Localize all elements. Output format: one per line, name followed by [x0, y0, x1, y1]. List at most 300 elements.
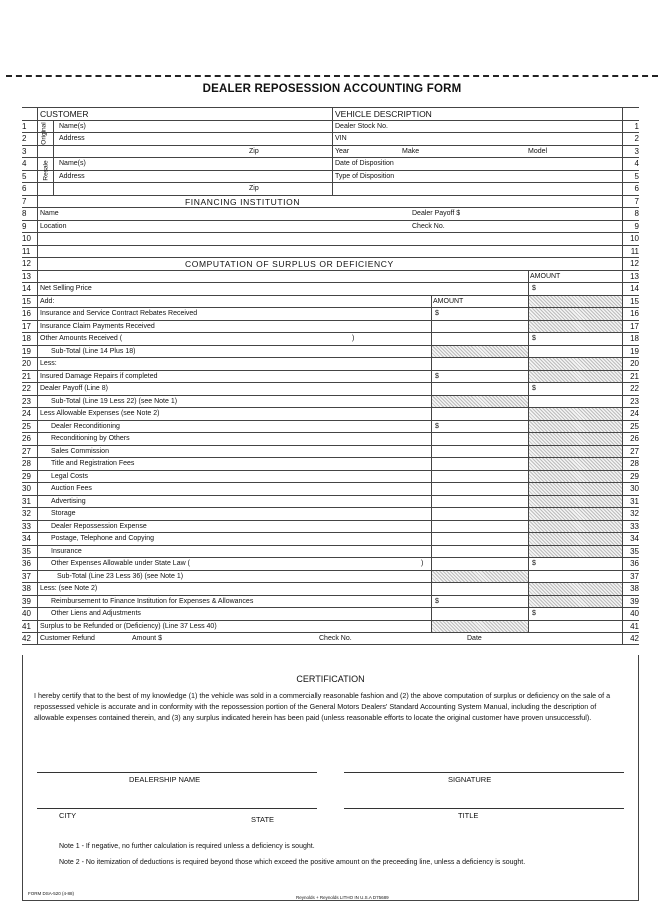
line-28-label: Title and Registration Fees: [51, 460, 135, 467]
dollar-14: $: [532, 285, 536, 292]
line-number-left: 27: [22, 446, 31, 456]
line-number-right: 22: [630, 384, 639, 393]
column-divider: [622, 633, 623, 644]
line-number-right: 1: [634, 121, 639, 131]
form-line: [22, 307, 639, 320]
line-number-right: 36: [630, 559, 639, 568]
hatched-total-cell: [529, 546, 622, 558]
form-line: [22, 282, 639, 295]
title-line[interactable]: [344, 808, 624, 809]
column-divider: [528, 508, 529, 520]
line-number-right: 5: [634, 171, 639, 181]
column-divider: [37, 596, 38, 608]
hatched-total-cell: [529, 496, 622, 508]
resale-address-label: Address: [59, 172, 85, 180]
dealer-payoff-label: Dealer Payoff $: [412, 210, 461, 217]
hatched-total-cell: [529, 458, 622, 470]
line-number-left: 15: [22, 296, 31, 306]
hatched-amount-cell: [432, 396, 528, 408]
hatched-total-cell: [529, 521, 622, 533]
line-number-right: 17: [630, 321, 639, 331]
dealer-stock-label: Dealer Stock No.: [335, 122, 388, 130]
column-divider: [431, 346, 432, 358]
form-line: [22, 632, 639, 645]
line-32-label: Storage: [51, 510, 76, 517]
line-42-label: Customer Refund: [40, 635, 95, 642]
column-divider: [622, 258, 623, 270]
line-number-right: 32: [630, 509, 639, 518]
make-label: Make: [402, 147, 420, 155]
hatched-total-cell: [529, 596, 622, 608]
form-line: [22, 570, 639, 583]
form-title: DEALER REPOSESSION ACCOUNTING FORM: [202, 83, 462, 95]
resale-names-label: Name(s): [59, 160, 86, 167]
line-17-label: Insurance Claim Payments Received: [40, 322, 155, 330]
column-divider: [622, 483, 623, 495]
form-line: [22, 407, 639, 420]
column-divider: [37, 433, 38, 445]
column-divider: [37, 383, 38, 395]
column-divider: [528, 333, 529, 345]
column-divider: [37, 496, 38, 508]
column-divider: [37, 233, 38, 245]
form-line: [22, 457, 639, 470]
line-number-right: 28: [630, 459, 639, 468]
column-divider: [431, 396, 432, 408]
line-number-right: 26: [630, 434, 639, 443]
certification-text: I hereby certify that to the best of my knowledge (1) the vehicle was sold in a commercially reasonable fashion and (2) the above computation of surplus or deficiency on the sale of a repossessed vehicle is accurate and in conformity with the repossession portion of the General Motors Dealers' Standard Accounting System Manual, including the description of allowable expenses contained therein, and (3) any surplus indicated herein has been paid (unless reasonable efforts to locate the original customer have proven unsuccessful).: [34, 691, 611, 723]
line-41-label: Surplus to be Refunded or (Deficiency) (Line 37 Less 40): [40, 622, 217, 630]
line-number-left: 42: [22, 634, 31, 643]
hatched-total-cell: [529, 446, 622, 458]
line-number-left: 32: [22, 509, 31, 518]
line-number-right: 29: [630, 471, 639, 481]
column-divider: [622, 246, 623, 258]
form-line: [22, 370, 639, 383]
line-number-left: 10: [22, 234, 31, 243]
column-divider: [622, 446, 623, 458]
column-divider: [37, 146, 38, 158]
column-divider: [37, 208, 38, 220]
form-line: [22, 557, 639, 570]
column-divider: [37, 121, 38, 133]
column-divider: [528, 496, 529, 508]
column-divider: [332, 121, 333, 133]
customer-header: CUSTOMER: [40, 109, 89, 119]
line-number-right: 4: [634, 159, 639, 168]
line-number-right: 34: [630, 534, 639, 543]
hatched-amount-cell: [432, 571, 528, 583]
column-divider: [37, 108, 38, 120]
form-line: [22, 482, 639, 495]
column-divider: [528, 433, 529, 445]
line-number-right: 35: [630, 546, 639, 556]
column-divider: [622, 396, 623, 408]
column-divider: [622, 558, 623, 570]
line-number-right: 37: [630, 571, 639, 581]
column-divider: [37, 221, 38, 233]
column-divider: [622, 596, 623, 608]
form-line: [22, 382, 639, 395]
hatched-total-cell: [529, 483, 622, 495]
column-divider: [622, 321, 623, 333]
column-divider: [37, 283, 38, 295]
hatched-total-cell: [529, 583, 622, 595]
line-number-right: 27: [630, 446, 639, 456]
line-25-label: Dealer Reconditioning: [51, 422, 120, 430]
line-30-label: Auction Fees: [51, 485, 92, 492]
hatched-total-cell: [529, 371, 622, 383]
tear-line: [6, 75, 658, 77]
form-line: [22, 607, 639, 620]
refund-date-label: Date: [467, 635, 482, 642]
dollar-39: $: [435, 597, 439, 605]
form-line: [22, 357, 639, 370]
accounting-form-grid: [22, 107, 639, 645]
column-divider: [37, 258, 38, 270]
column-divider: [622, 433, 623, 445]
line-number-right: 19: [630, 346, 639, 356]
column-divider: [528, 546, 529, 558]
form-line: [22, 345, 639, 358]
line-number-right: 40: [630, 609, 639, 618]
line-number-right: 12: [630, 259, 639, 268]
line-number-left: 19: [22, 346, 31, 356]
line-number-left: 29: [22, 471, 31, 481]
column-divider: [622, 546, 623, 558]
line-number-right: 24: [630, 409, 639, 418]
column-divider: [37, 246, 38, 258]
column-divider: [332, 133, 333, 145]
line-34-label: Postage, Telephone and Copying: [51, 535, 155, 542]
hatched-total-cell: [529, 421, 622, 433]
column-divider: [37, 296, 38, 308]
form-line: [22, 195, 639, 208]
column-divider: [37, 171, 38, 183]
column-divider: [622, 233, 623, 245]
line-number-left: 21: [22, 371, 31, 381]
column-divider: [622, 608, 623, 620]
line-22-label: Dealer Payoff (Line 8): [40, 385, 108, 392]
column-divider: [528, 321, 529, 333]
column-divider: [431, 596, 432, 608]
form-line: [22, 595, 639, 608]
line-number-left: 5: [22, 171, 27, 181]
line-36-label: Other Expenses Allowable under State Law (: [51, 560, 190, 567]
form-line: [22, 170, 639, 183]
printer-credit: Reynolds + Reynolds LITHO IN U.S.A D75689: [296, 895, 389, 900]
line-number-left: 12: [22, 259, 31, 268]
title-label: TITLE: [458, 811, 479, 820]
note-2: Note 2 - No itemization of deductions is required beyond those which exceed the positive amount on the preceeding line, unless a deficiency is sought.: [59, 859, 526, 866]
column-divider: [37, 446, 38, 458]
city-state-line[interactable]: [37, 808, 317, 809]
column-divider: [332, 146, 333, 158]
form-line: [22, 432, 639, 445]
form-line: [22, 320, 639, 333]
column-divider: [332, 171, 333, 183]
date-disposition-label: Date of Disposition: [335, 160, 394, 167]
column-divider: [622, 458, 623, 470]
column-divider: [528, 271, 529, 283]
column-divider: [37, 521, 38, 533]
column-divider: [622, 271, 623, 283]
form-line: [22, 295, 639, 308]
line-number-left: 24: [22, 409, 31, 418]
column-divider: [37, 321, 38, 333]
line-24-label: Less Allowable Expenses (see Note 2): [40, 410, 160, 417]
column-divider: [37, 396, 38, 408]
line-number-right: 21: [630, 371, 639, 381]
column-divider: [528, 308, 529, 320]
line-33-label: Dealer Repossession Expense: [51, 522, 147, 530]
line-38-label: Less: (see Note 2): [40, 585, 98, 592]
line-14-label: Net Selling Price: [40, 285, 92, 292]
column-divider: [622, 508, 623, 520]
form-line: [22, 182, 639, 195]
column-divider: [528, 383, 529, 395]
column-divider: [622, 196, 623, 208]
line-number-right: 42: [630, 634, 639, 643]
line-number-right: 3: [634, 146, 639, 156]
column-divider: [37, 358, 38, 370]
line-number-right: 33: [630, 521, 639, 531]
address-label: Address: [59, 135, 85, 142]
column-divider: [622, 146, 623, 158]
dollar-21: $: [435, 372, 439, 380]
hatched-total-cell: [529, 533, 622, 545]
column-divider: [622, 108, 623, 120]
line-number-right: 20: [630, 359, 639, 368]
form-line: [22, 507, 639, 520]
line-number-left: 18: [22, 334, 31, 343]
column-divider: [431, 458, 432, 470]
line-number-left: 39: [22, 596, 31, 606]
line-number-left: 37: [22, 571, 31, 581]
dollar-25: $: [435, 422, 439, 430]
column-divider: [622, 296, 623, 308]
dollar-16: $: [435, 310, 439, 317]
year-label: Year: [335, 147, 350, 155]
column-divider: [622, 158, 623, 170]
column-divider: [37, 471, 38, 483]
refund-check-label: Check No.: [319, 635, 352, 642]
line-number-left: 22: [22, 384, 31, 393]
column-divider: [431, 533, 432, 545]
line-26-label: Reconditioning by Others: [51, 435, 130, 442]
line-16-label: Insurance and Service Contract Rebates Received: [40, 310, 198, 317]
form-line: [22, 107, 639, 120]
resale-vertical-label: Resale: [42, 160, 50, 181]
form-line: [22, 420, 639, 433]
form-line: [22, 445, 639, 458]
column-divider: [37, 371, 38, 383]
line-27-label: Sales Commission: [51, 447, 109, 455]
column-divider: [622, 383, 623, 395]
paren-36: ): [421, 560, 424, 567]
line-number-left: 7: [22, 196, 27, 206]
column-divider: [37, 196, 38, 208]
line-number-right: 16: [630, 309, 639, 318]
line-number-left: 2: [22, 134, 27, 143]
column-divider: [431, 471, 432, 483]
line-37-label: Sub-Total (Line 23 Less 36) (see Note 1): [57, 572, 184, 580]
column-divider: [528, 296, 529, 308]
signature-line[interactable]: [344, 772, 624, 773]
column-divider: [431, 621, 432, 633]
line-number-left: 4: [22, 159, 27, 168]
line-number-left: 6: [22, 184, 27, 193]
column-divider: [431, 571, 432, 583]
line-number-left: 16: [22, 309, 31, 318]
dealership-name-line[interactable]: [37, 772, 317, 773]
column-divider: [37, 533, 38, 545]
line-number-left: 40: [22, 609, 31, 618]
line-number-left: 33: [22, 521, 31, 531]
form-line: [22, 257, 639, 270]
line-number-left: 30: [22, 484, 31, 493]
column-divider: [332, 183, 333, 195]
column-divider: [53, 171, 54, 183]
column-divider: [37, 133, 38, 145]
column-divider: [528, 621, 529, 633]
column-divider: [431, 546, 432, 558]
dollar-40: $: [532, 610, 536, 617]
hatched-total-cell: [529, 471, 622, 483]
line-number-right: 13: [630, 271, 639, 281]
column-divider: [431, 583, 432, 595]
line-number-right: 8: [634, 209, 639, 218]
form-line: [22, 332, 639, 345]
hatched-total-cell: [529, 308, 622, 320]
line-number-left: 14: [22, 284, 31, 293]
column-divider: [528, 608, 529, 620]
hatched-amount-cell: [432, 621, 528, 633]
line-number-right: 25: [630, 421, 639, 431]
dollar-18: $: [532, 335, 536, 342]
line-number-left: 9: [22, 221, 27, 231]
line-number-left: 23: [22, 396, 31, 406]
resale-zip-label: Zip: [249, 185, 259, 192]
column-divider: [431, 558, 432, 570]
form-line: [22, 157, 639, 170]
column-divider: [431, 296, 432, 308]
names-label: Name(s): [59, 122, 86, 130]
line-number-left: 3: [22, 146, 27, 156]
state-label: STATE: [251, 815, 275, 824]
column-divider: [622, 183, 623, 195]
column-divider: [53, 183, 54, 195]
line-21-label: Insured Damage Repairs if completed: [40, 372, 158, 380]
amount-header-total: AMOUNT: [530, 272, 561, 280]
line-29-label: Legal Costs: [51, 472, 88, 480]
line-40-label: Other Liens and Adjustments: [51, 610, 141, 617]
column-divider: [37, 408, 38, 420]
line-number-left: 41: [22, 621, 31, 631]
column-divider: [528, 571, 529, 583]
model-label: Model: [528, 147, 548, 155]
column-divider: [37, 158, 38, 170]
line-number-left: 34: [22, 534, 31, 543]
city-label: CITY: [59, 811, 77, 820]
refund-amount-label: Amount $: [132, 635, 162, 642]
form-line: [22, 270, 639, 283]
column-divider: [528, 483, 529, 495]
column-divider: [622, 496, 623, 508]
column-divider: [37, 546, 38, 558]
column-divider: [37, 483, 38, 495]
column-divider: [528, 346, 529, 358]
form-line: [22, 582, 639, 595]
column-divider: [37, 583, 38, 595]
form-line: [22, 545, 639, 558]
line-number-right: 39: [630, 596, 639, 606]
dealership-name-label: DEALERSHIP NAME: [129, 775, 201, 784]
form-line: [22, 220, 639, 233]
line-20-label: Less:: [40, 360, 57, 367]
line-number-right: 7: [634, 196, 639, 206]
signature-label: SIGNATURE: [448, 775, 492, 784]
column-divider: [622, 121, 623, 133]
line-number-right: 23: [630, 396, 639, 406]
financing-check-label: Check No.: [412, 222, 445, 230]
line-35-label: Insurance: [51, 547, 82, 555]
column-divider: [528, 583, 529, 595]
form-line: [22, 245, 639, 258]
column-divider: [53, 158, 54, 170]
column-divider: [622, 621, 623, 633]
line-number-right: 41: [630, 621, 639, 631]
column-divider: [528, 408, 529, 420]
column-divider: [431, 371, 432, 383]
type-disposition-label: Type of Disposition: [335, 172, 395, 180]
form-line: [22, 495, 639, 508]
certification-section: [22, 655, 639, 901]
column-divider: [37, 508, 38, 520]
form-line: [22, 470, 639, 483]
financing-header: FINANCING INSTITUTION: [185, 196, 301, 207]
column-divider: [528, 458, 529, 470]
column-divider: [622, 171, 623, 183]
form-line: [22, 207, 639, 220]
line-number-right: 10: [630, 234, 639, 243]
column-divider: [37, 333, 38, 345]
column-divider: [528, 521, 529, 533]
form-line: [22, 120, 639, 133]
hatched-total-cell: [529, 408, 622, 420]
form-line: [22, 532, 639, 545]
financing-name-label: Name: [40, 210, 59, 217]
column-divider: [528, 533, 529, 545]
original-vertical-label: Original: [40, 121, 48, 145]
column-divider: [622, 308, 623, 320]
column-divider: [528, 283, 529, 295]
column-divider: [37, 558, 38, 570]
line-number-left: 20: [22, 359, 31, 368]
column-divider: [431, 508, 432, 520]
line-number-left: 36: [22, 559, 31, 568]
column-divider: [431, 433, 432, 445]
line-23-label: Sub-Total (Line 19 Less 22) (see Note 1): [51, 397, 178, 405]
column-divider: [622, 521, 623, 533]
vehicle-header: VEHICLE DESCRIPTION: [335, 109, 432, 119]
column-divider: [431, 333, 432, 345]
hatched-total-cell: [529, 508, 622, 520]
column-divider: [332, 108, 333, 120]
column-divider: [431, 408, 432, 420]
line-31-label: Advertising: [51, 497, 86, 505]
vin-label: VIN: [335, 135, 347, 142]
